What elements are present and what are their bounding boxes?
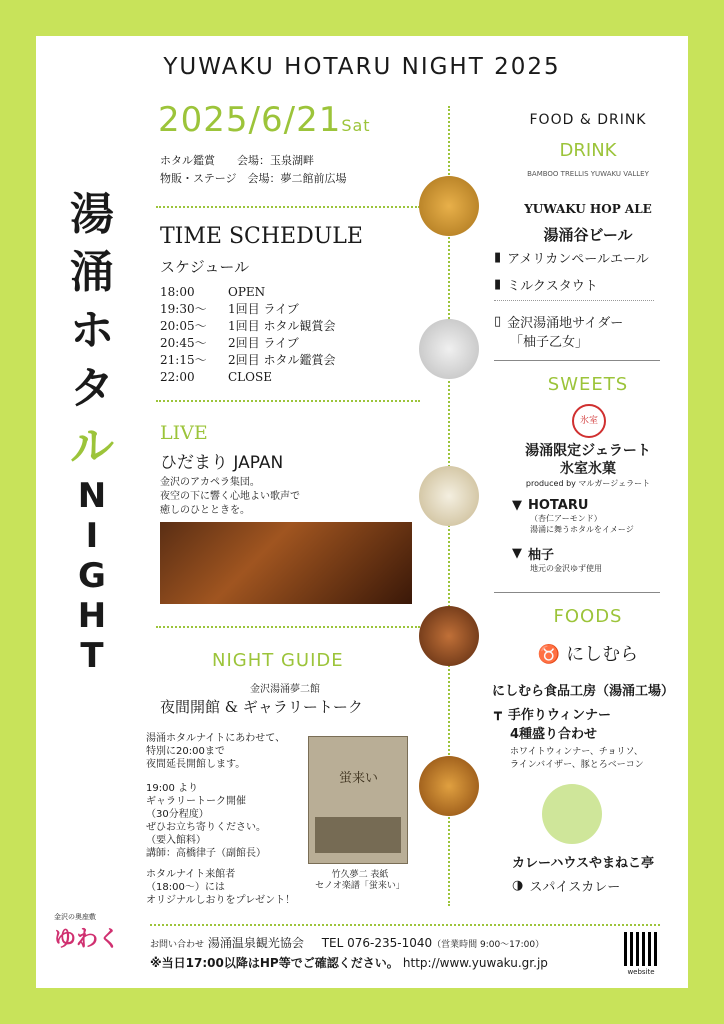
- book-title: 蛍来い: [339, 771, 379, 786]
- divider: [494, 360, 660, 361]
- beer-photo: [419, 176, 479, 236]
- schedule-subtitle: スケジュール: [160, 258, 250, 276]
- schedule-event: OPEN: [228, 285, 266, 299]
- list-item: [494, 312, 623, 331]
- office-hours: （営業時間 9:00～17:00）: [432, 940, 545, 950]
- beer-name: アメリカンペールエール: [507, 252, 649, 267]
- live-photo: [160, 522, 412, 604]
- title-char: I: [85, 516, 99, 556]
- item-desc: ホワイトウィンナー、チョリソ、: [510, 747, 643, 757]
- schedule-row: [160, 335, 335, 352]
- schedule-row: [160, 284, 335, 301]
- drink-label: DRINK: [559, 140, 617, 161]
- live-description: [160, 476, 300, 518]
- schedule-row: [160, 369, 335, 386]
- ice-cream-icon: ▼: [512, 498, 522, 513]
- book-cover-image: [308, 736, 408, 864]
- qr-code[interactable]: [624, 932, 658, 966]
- event-date: [158, 100, 371, 140]
- caption-line: セノオ楽譜「蛍来い」: [315, 881, 405, 891]
- guide-title: 夜間開館 & ギャラリートーク: [160, 698, 363, 716]
- schedule-time: 20:45～: [160, 336, 207, 350]
- desc-line: 夜空の下に響く心地よい歌声で: [160, 491, 300, 502]
- footer-divider: [150, 924, 660, 926]
- contact-label: お問い合わせ: [150, 940, 205, 950]
- list-item: [494, 704, 644, 723]
- event-header: YUWAKU HOTARU NIGHT 2025: [163, 54, 561, 80]
- foods-shop: にしむら食品工房（湯涌工場）: [491, 684, 674, 699]
- title-char: タ: [70, 363, 114, 414]
- list-item: [512, 498, 634, 513]
- cider-item: [494, 312, 623, 350]
- flyer: [36, 36, 688, 988]
- beer-glass-icon: ▮: [494, 277, 502, 292]
- title-char: ル: [70, 421, 114, 472]
- title-char: T: [80, 636, 104, 676]
- date-dow: Sat: [341, 116, 371, 135]
- foods-label: FOODS: [553, 606, 623, 627]
- vertical-title: [62, 186, 122, 676]
- brand-logo: BAMBOO TRELLIS YUWAKU VALLEY: [527, 170, 649, 178]
- yuwaku-logo: ゆわく: [54, 927, 121, 952]
- beer-name: ミルクスタウト: [507, 279, 598, 294]
- title-char: 涌: [70, 247, 114, 298]
- himuro-badge: 氷室: [572, 404, 606, 438]
- beer-title: 湯涌谷ビール: [543, 226, 633, 244]
- gelato-sub: （杏仁アーモンド）: [530, 514, 602, 523]
- sweets-title-1: 湯涌限定ジェラート: [525, 443, 651, 459]
- title-char: 湯: [70, 189, 114, 240]
- list-item: [494, 275, 649, 294]
- food-drink-title: FOOD & DRINK: [529, 112, 647, 128]
- item-name: 手作りウィンナー: [507, 708, 612, 723]
- cider-name: 金沢湯涌地サイダー: [507, 316, 624, 331]
- beer-list: [494, 248, 649, 294]
- schedule-title: TIME SCHEDULE: [160, 224, 363, 249]
- curry-icon: ◑: [512, 878, 524, 893]
- divider: [156, 400, 420, 402]
- text-line: （30分程度）: [146, 809, 209, 820]
- org-name: 湯涌温泉観光協会: [207, 936, 304, 950]
- fork-icon: ┳: [494, 706, 502, 721]
- ice-cream-icon: ▼: [512, 546, 522, 561]
- curry-shop: カレーハウスやまねこ亭: [512, 856, 654, 871]
- divider: [494, 592, 660, 593]
- notice: ※当日17:00以降はHP等でご確認ください。: [150, 956, 399, 970]
- gelato-name: 柚子: [528, 548, 555, 563]
- schedule-time: 21:15～: [160, 353, 207, 367]
- date-main: 2025/6/21: [158, 100, 342, 140]
- text-line: 特別に20:00まで: [146, 746, 225, 757]
- sweets-title-2: 氷室氷菓: [560, 461, 616, 477]
- schedule-event: CLOSE: [228, 370, 272, 384]
- text-line: 19:00 より: [146, 783, 198, 794]
- phone-number: TEL 076-235-1040: [321, 936, 433, 950]
- desc-line: 金沢のアカペラ集団。: [160, 477, 260, 488]
- list-item: [512, 876, 620, 895]
- live-artist: ひだまり JAPAN: [160, 453, 284, 473]
- brand-name: YUWAKU HOP ALE: [524, 202, 652, 216]
- sausage-item: [494, 704, 644, 770]
- item-desc: ラインバイザー、豚とろベーコン: [510, 760, 644, 770]
- schedule-time: 19:30～: [160, 302, 207, 316]
- curry-photo: [419, 756, 479, 816]
- text-line: （18:00～）には: [146, 882, 225, 893]
- beer-glass-icon: ▮: [494, 250, 502, 265]
- text-line: 講師：高橋律子（副館長）: [146, 848, 266, 859]
- item-name: スパイスカレー: [529, 880, 621, 895]
- venue-info: [160, 152, 347, 188]
- text-line: オリジナルしおりをプレゼント！: [146, 895, 296, 906]
- gelato-sub: 湯涌に舞うホタルをイメージ: [530, 525, 634, 534]
- schedule-event: 2回目 ライブ: [228, 336, 299, 350]
- yamanekotei-logo: [542, 784, 602, 844]
- title-char: G: [78, 556, 106, 596]
- schedule-row: [160, 352, 335, 369]
- text-line: （要入館料）: [146, 835, 206, 846]
- title-char: ホ: [70, 305, 114, 356]
- contact-line: [150, 934, 544, 951]
- guide-text-3: [146, 868, 295, 907]
- schedule-row: [160, 318, 335, 335]
- list-item: [494, 248, 649, 267]
- title-char: N: [77, 476, 107, 516]
- live-label: LIVE: [160, 422, 208, 444]
- guide-label: NIGHT GUIDE: [212, 650, 344, 671]
- venue-stage: 物販・ステージ 会場：夢二館前広場: [160, 172, 347, 185]
- caption-line: 竹久夢二 表紙: [331, 870, 389, 880]
- cider-photo: [419, 319, 479, 379]
- schedule-event: 1回目 ホタル観賞会: [228, 319, 336, 333]
- schedule-time: 20:05～: [160, 319, 207, 333]
- nishimura-logo: [498, 640, 678, 666]
- schedule-list: [160, 284, 335, 386]
- book-caption: [308, 870, 412, 892]
- website-link[interactable]: http://www.yuwaku.gr.jp: [402, 956, 548, 970]
- list-item: [512, 544, 602, 563]
- divider: [156, 626, 420, 628]
- curry-item: [512, 876, 620, 895]
- schedule-event: 2回目 ホタル鑑賞会: [228, 353, 336, 367]
- cider-sub: 「柚子乙女」: [510, 335, 589, 350]
- title-char: H: [77, 596, 107, 636]
- cup-icon: ▯: [494, 314, 502, 329]
- schedule-time: 22:00: [160, 370, 195, 384]
- divider: [156, 206, 420, 208]
- schedule-row: [160, 301, 335, 318]
- qr-label: website: [627, 968, 655, 976]
- logo-text: にしむら: [566, 644, 639, 665]
- text-line: ぜひお立ち寄りください。: [146, 822, 266, 833]
- item-name: 4種盛り合わせ: [510, 727, 598, 742]
- divider: [494, 300, 654, 301]
- guide-venue: 金沢湯涌夢二館: [250, 684, 320, 695]
- gelato-hotaru: [512, 498, 634, 535]
- venue-hotaru: ホタル鑑賞 会場：玉泉湖畔: [160, 154, 314, 167]
- text-line: 夜間延長開館します。: [146, 759, 246, 770]
- desc-line: 癒しのひとときを。: [160, 505, 250, 516]
- gelato-yuzu: [512, 544, 602, 574]
- text-line: 湯涌ホタルナイトにあわせて、: [146, 733, 286, 744]
- gelato-sub: 地元の金沢ゆず使用: [530, 564, 602, 573]
- sweets-label: SWEETS: [547, 374, 629, 395]
- silhouette: [315, 817, 401, 853]
- text-line: ホタルナイト来館者: [146, 869, 236, 880]
- gelato-name: HOTARU: [528, 498, 589, 513]
- gelato-photo: [419, 466, 479, 526]
- bull-icon: ♉: [537, 644, 561, 665]
- schedule-event: 1回目 ライブ: [228, 302, 299, 316]
- text-line: ギャラリートーク開催: [146, 796, 246, 807]
- sweets-producer: produced by マルガージェラート: [525, 479, 651, 488]
- sausage-photo: [419, 606, 479, 666]
- guide-text-2: [146, 782, 266, 860]
- logo-tagline: 金沢の奥座敷: [54, 913, 96, 921]
- schedule-time: 18:00: [160, 285, 195, 299]
- guide-text-1: [146, 732, 285, 771]
- notice-line: [150, 954, 548, 971]
